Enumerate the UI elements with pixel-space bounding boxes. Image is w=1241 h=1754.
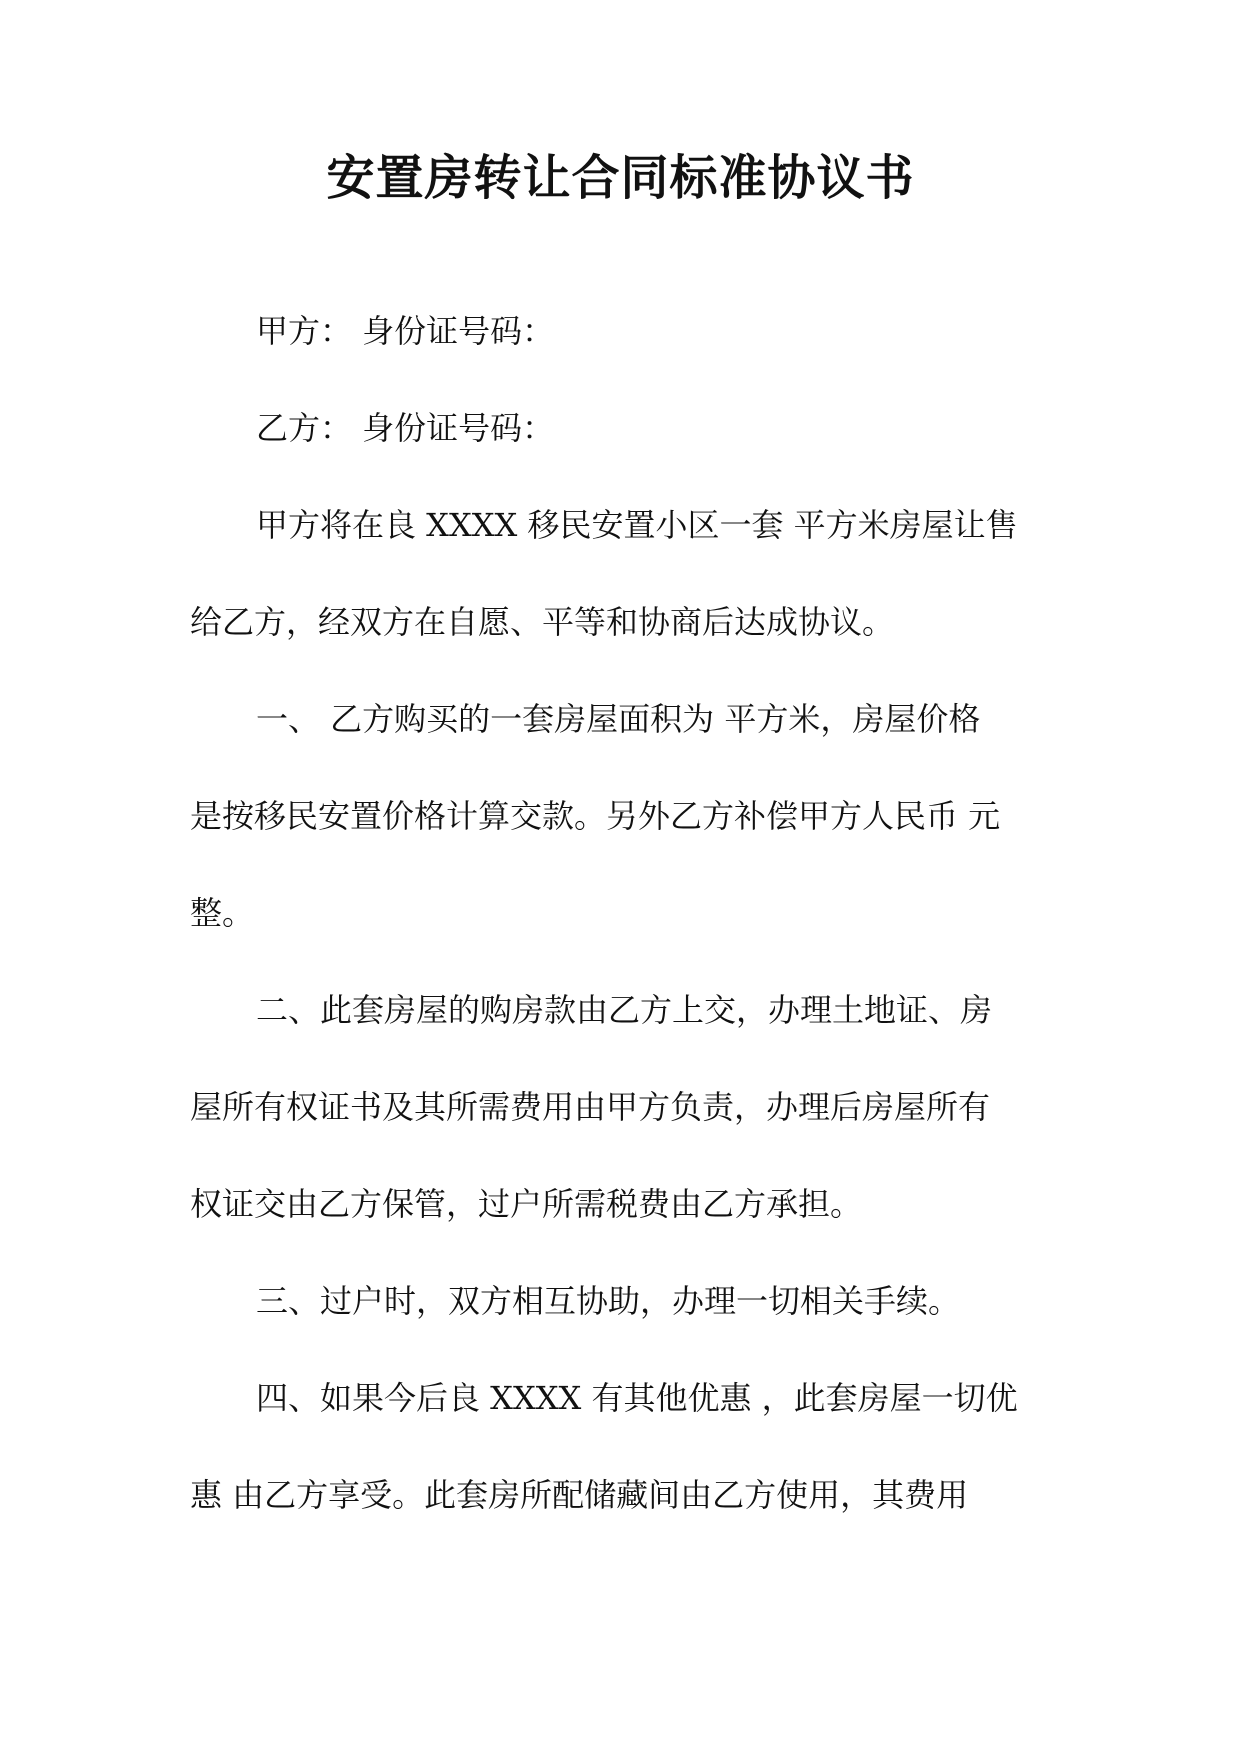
party-a-line: 甲方： 身份证号码： xyxy=(256,312,555,350)
clause-2-line-2: 屋所有权证书及其所需费用由甲方负责，办理后房屋所有 xyxy=(190,1088,991,1126)
paragraph-intro-line-1: 甲方将在良 XXXX 移民安置小区一套 平方米房屋让售 xyxy=(256,506,1018,544)
clause-1-line-1: 一、 乙方购买的一套房屋面积为 平方米，房屋价格 xyxy=(256,700,981,738)
clause-1-line-2: 是按移民安置价格计算交款。另外乙方补偿甲方人民币 元 xyxy=(190,797,1001,835)
paragraph-intro-line-2: 给乙方，经双方在自愿、平等和协商后达成协议。 xyxy=(190,603,895,641)
clause-2-line-1: 二、此套房屋的购房款由乙方上交，办理土地证、房 xyxy=(256,991,993,1029)
clause-1-line-3: 整。 xyxy=(190,894,255,932)
clause-3-line-1: 三、过户时，双方相互协助，办理一切相关手续。 xyxy=(256,1282,961,1320)
clause-4-line-1: 四、如果今后良 XXXX 有其他优惠 ，此套房屋一切优 xyxy=(256,1379,1018,1417)
document-title: 安置房转让合同标准协议书 xyxy=(326,150,915,206)
clause-2-line-3: 权证交由乙方保管，过户所需税费由乙方承担。 xyxy=(190,1185,863,1223)
clause-4-line-2: 惠 由乙方享受。此套房所配储藏间由乙方使用，其费用 xyxy=(190,1476,969,1514)
party-b-line: 乙方： 身份证号码： xyxy=(256,409,555,447)
